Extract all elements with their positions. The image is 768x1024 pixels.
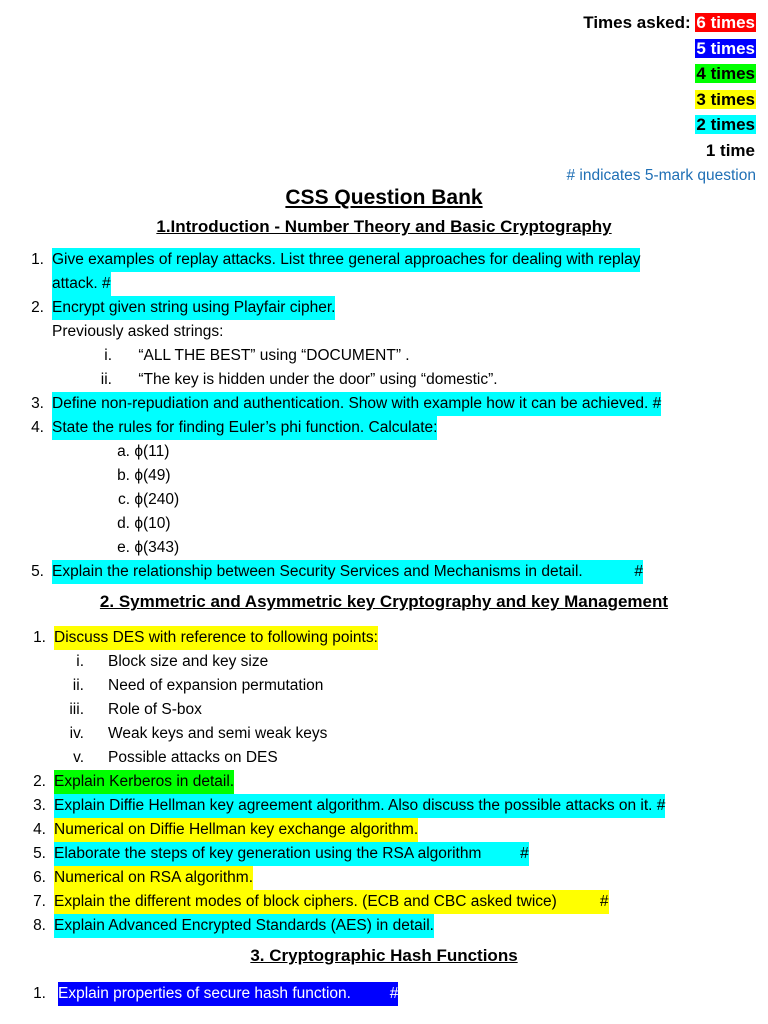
legend-label: Times asked: <box>583 13 691 32</box>
sub-marker: a. <box>117 443 130 460</box>
legend-1-time: 1 time <box>705 140 755 160</box>
question-number: 1. <box>33 629 46 646</box>
sub-text: Need of expansion permutation <box>108 677 324 694</box>
sub-marker: e. <box>117 539 130 556</box>
question-text: Explain properties of secure hash function. # <box>58 982 398 1006</box>
question-text: Discuss DES with reference to following points: <box>54 626 378 650</box>
sub-item <box>112 512 171 536</box>
question-text: Define non-repudiation and authentication. Show with example how it can be achieved. # <box>52 392 661 416</box>
question-text: Numerical on Diffie Hellman key exchange algorithm. <box>54 818 418 842</box>
sub-text: ϕ(343) <box>134 539 180 556</box>
sub-text: ϕ(49) <box>134 467 171 484</box>
sub-text: Weak keys and semi weak keys <box>108 725 328 742</box>
sub-text: ϕ(240) <box>134 491 180 508</box>
question-text: Explain the different modes of block ciphers. (ECB and CBC asked twice) # <box>54 890 609 914</box>
sub-marker: ii. <box>100 371 112 388</box>
sub-item <box>52 650 268 674</box>
legend-2-times: 2 times <box>696 115 755 134</box>
question-number: 5. <box>31 563 44 580</box>
sub-marker: v. <box>73 749 84 766</box>
sub-item <box>52 746 278 770</box>
sub-item <box>112 464 171 488</box>
page-title: CSS Question Bank <box>285 186 483 209</box>
question-text: Explain Advanced Encrypted Standards (AES) in detail. <box>54 914 434 938</box>
question-number: 1. <box>33 985 46 1002</box>
sub-marker: i. <box>104 347 112 364</box>
question-number: 4. <box>33 821 46 838</box>
question-number: 1. <box>31 251 44 268</box>
question-number: 6. <box>33 869 46 886</box>
sub-marker: d. <box>117 515 130 532</box>
question-text-cont: attack. # <box>52 272 111 296</box>
sub-item <box>80 344 410 368</box>
question-text: Give examples of replay attacks. List three general approaches for dealing with replay <box>52 248 640 272</box>
question-number: 8. <box>33 917 46 934</box>
legend-3-times: 3 times <box>696 89 755 109</box>
question-text: Elaborate the steps of key generation using the RSA algorithm # <box>54 842 529 866</box>
question-number: 3. <box>31 395 44 412</box>
section-heading-3: 3. Cryptographic Hash Functions <box>250 946 518 965</box>
question-text: Numerical on RSA algorithm. <box>54 866 253 890</box>
sub-item <box>52 722 327 746</box>
legend <box>566 10 756 189</box>
sub-text: Block size and key size <box>108 653 269 670</box>
legend-note: # indicates 5-mark question <box>566 167 756 184</box>
sub-text: ϕ(10) <box>134 515 171 532</box>
sub-marker: iii. <box>69 701 84 718</box>
legend-6-times: 6 times <box>696 13 755 32</box>
sub-item <box>52 698 202 722</box>
sub-item <box>112 440 169 464</box>
question-number: 7. <box>33 893 46 910</box>
sub-marker: iv. <box>69 725 84 742</box>
sub-marker: c. <box>117 491 130 508</box>
sub-text: “The key is hidden under the door” using “domestic”. <box>138 371 498 388</box>
section-heading-1: 1.Introduction - Number Theory and Basic Cryptography <box>156 217 612 236</box>
sub-item <box>112 488 179 512</box>
sub-marker: ii. <box>72 677 84 694</box>
question-text: Explain Kerberos in detail. <box>54 770 234 794</box>
question-text: State the rules for finding Euler’s phi function. Calculate: <box>52 416 437 440</box>
legend-4-times: 4 times <box>696 64 755 83</box>
legend-5-times: 5 times <box>696 38 755 58</box>
sub-item <box>80 368 498 392</box>
question-number: 2. <box>31 299 44 316</box>
section-heading-2: 2. Symmetric and Asymmetric key Cryptography and key Management <box>99 592 669 611</box>
sub-text: Role of S-box <box>108 701 202 718</box>
sub-marker: b. <box>117 467 130 484</box>
question-number: 2. <box>33 773 46 790</box>
question-number: 3. <box>33 797 46 814</box>
legend-row-6 <box>566 10 756 36</box>
sub-text: “ALL THE BEST” using “DOCUMENT” . <box>138 347 410 364</box>
sub-marker: i. <box>76 653 84 670</box>
question-text: Encrypt given string using Playfair cipher. <box>52 296 335 320</box>
question-number: 4. <box>31 419 44 436</box>
question-text: Explain the relationship between Security Services and Mechanisms in detail. # <box>52 560 643 584</box>
sub-text: Possible attacks on DES <box>108 749 278 766</box>
question-text: Explain Diffie Hellman key agreement algorithm. Also discuss the possible attacks on it. # <box>54 794 665 818</box>
question-note: Previously asked strings: <box>52 323 224 340</box>
sub-item <box>52 674 323 698</box>
question-number: 5. <box>33 845 46 862</box>
sub-item <box>112 536 179 560</box>
sub-text: ϕ(11) <box>134 443 170 460</box>
